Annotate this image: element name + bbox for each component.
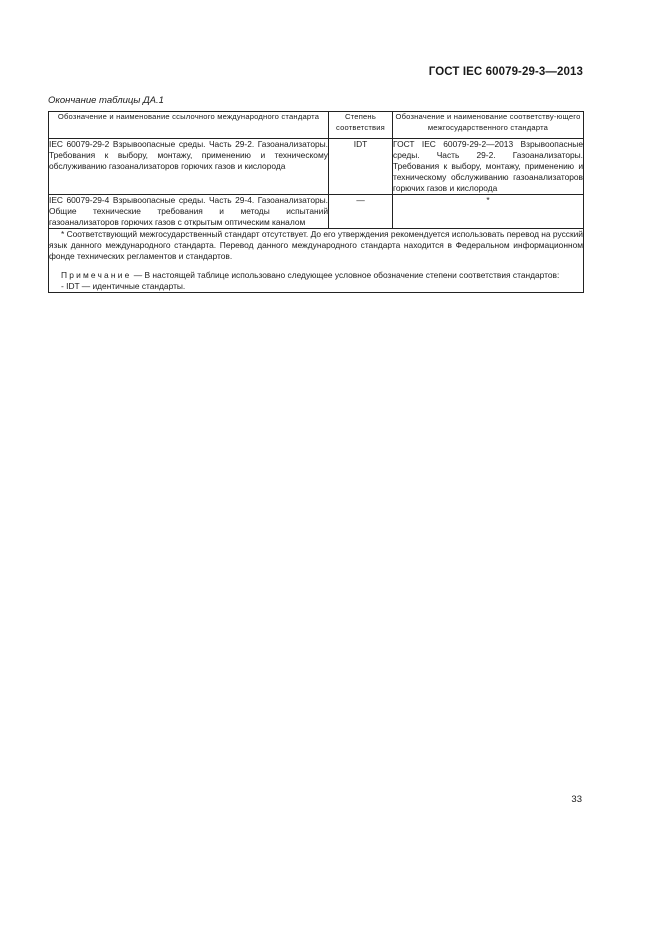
- note-label: Примечание: [61, 270, 132, 280]
- document-header-title: ГОСТ IEC 60079-29-3—2013: [428, 66, 583, 78]
- table-caption: Окончание таблицы ДА.1: [48, 95, 164, 106]
- column-header-degree-of-correspondence: Степень соответствия: [329, 112, 393, 139]
- table-header-row: [49, 112, 584, 139]
- table-row: [49, 195, 584, 229]
- degree-cell: IDT: [329, 139, 393, 195]
- interstate-standard-cell: *: [393, 195, 584, 229]
- column-header-reference-standard: Обозначение и наименование ссылочного международного стандарта: [49, 112, 329, 139]
- note-paragraph: [49, 270, 583, 281]
- table-row: [49, 139, 584, 195]
- interstate-standard-cell: ГОСТ IEC 60079-29-2—2013 Взрывоопасные среды. Часть 29-2. Газоанализаторы. Требования к выбору, монтажу, применению и техническому обслуживанию газоанализаторов горючих газов и кислорода: [393, 139, 583, 193]
- reference-standard-cell: IEC 60079-29-4 Взрывоопасные среды. Часть 29-4. Газоанализаторы. Общие технические требования и методы испытаний газоанализаторов горючих газов с открытым оптическим каналом: [49, 195, 328, 227]
- reference-standard-cell: IEC 60079-29-2 Взрывоопасные среды. Часть 29-2. Газоанализаторы. Требования к выбору, монтажу, применению и техническому обслуживанию газоанализаторов горючих газов и кислорода: [49, 139, 329, 195]
- note-list-item: - IDT — идентичные стандарты.: [61, 281, 186, 291]
- degree-cell: —: [329, 195, 393, 229]
- page-number: 33: [571, 794, 582, 805]
- standards-correspondence-table: [48, 111, 584, 293]
- table-footer-row: [49, 229, 584, 293]
- footnote-text: * Соответствующий межгосударственный стандарт отсутствует. До его утверждения рекомендуется использовать перевод на русский язык данного международного стандарта. Перевод данного международного стандарта находится в Федеральном информационном фонде технических регламентов и стандартов.: [49, 229, 583, 261]
- note-text: — В настоящей таблице использовано следующее условное обозначение степени соответствия стандартов:: [131, 270, 560, 280]
- column-header-interstate-standard: Обозначение и наименование соответству-ющего межгосударственного стандарта: [393, 112, 584, 139]
- table-footer: [49, 229, 584, 293]
